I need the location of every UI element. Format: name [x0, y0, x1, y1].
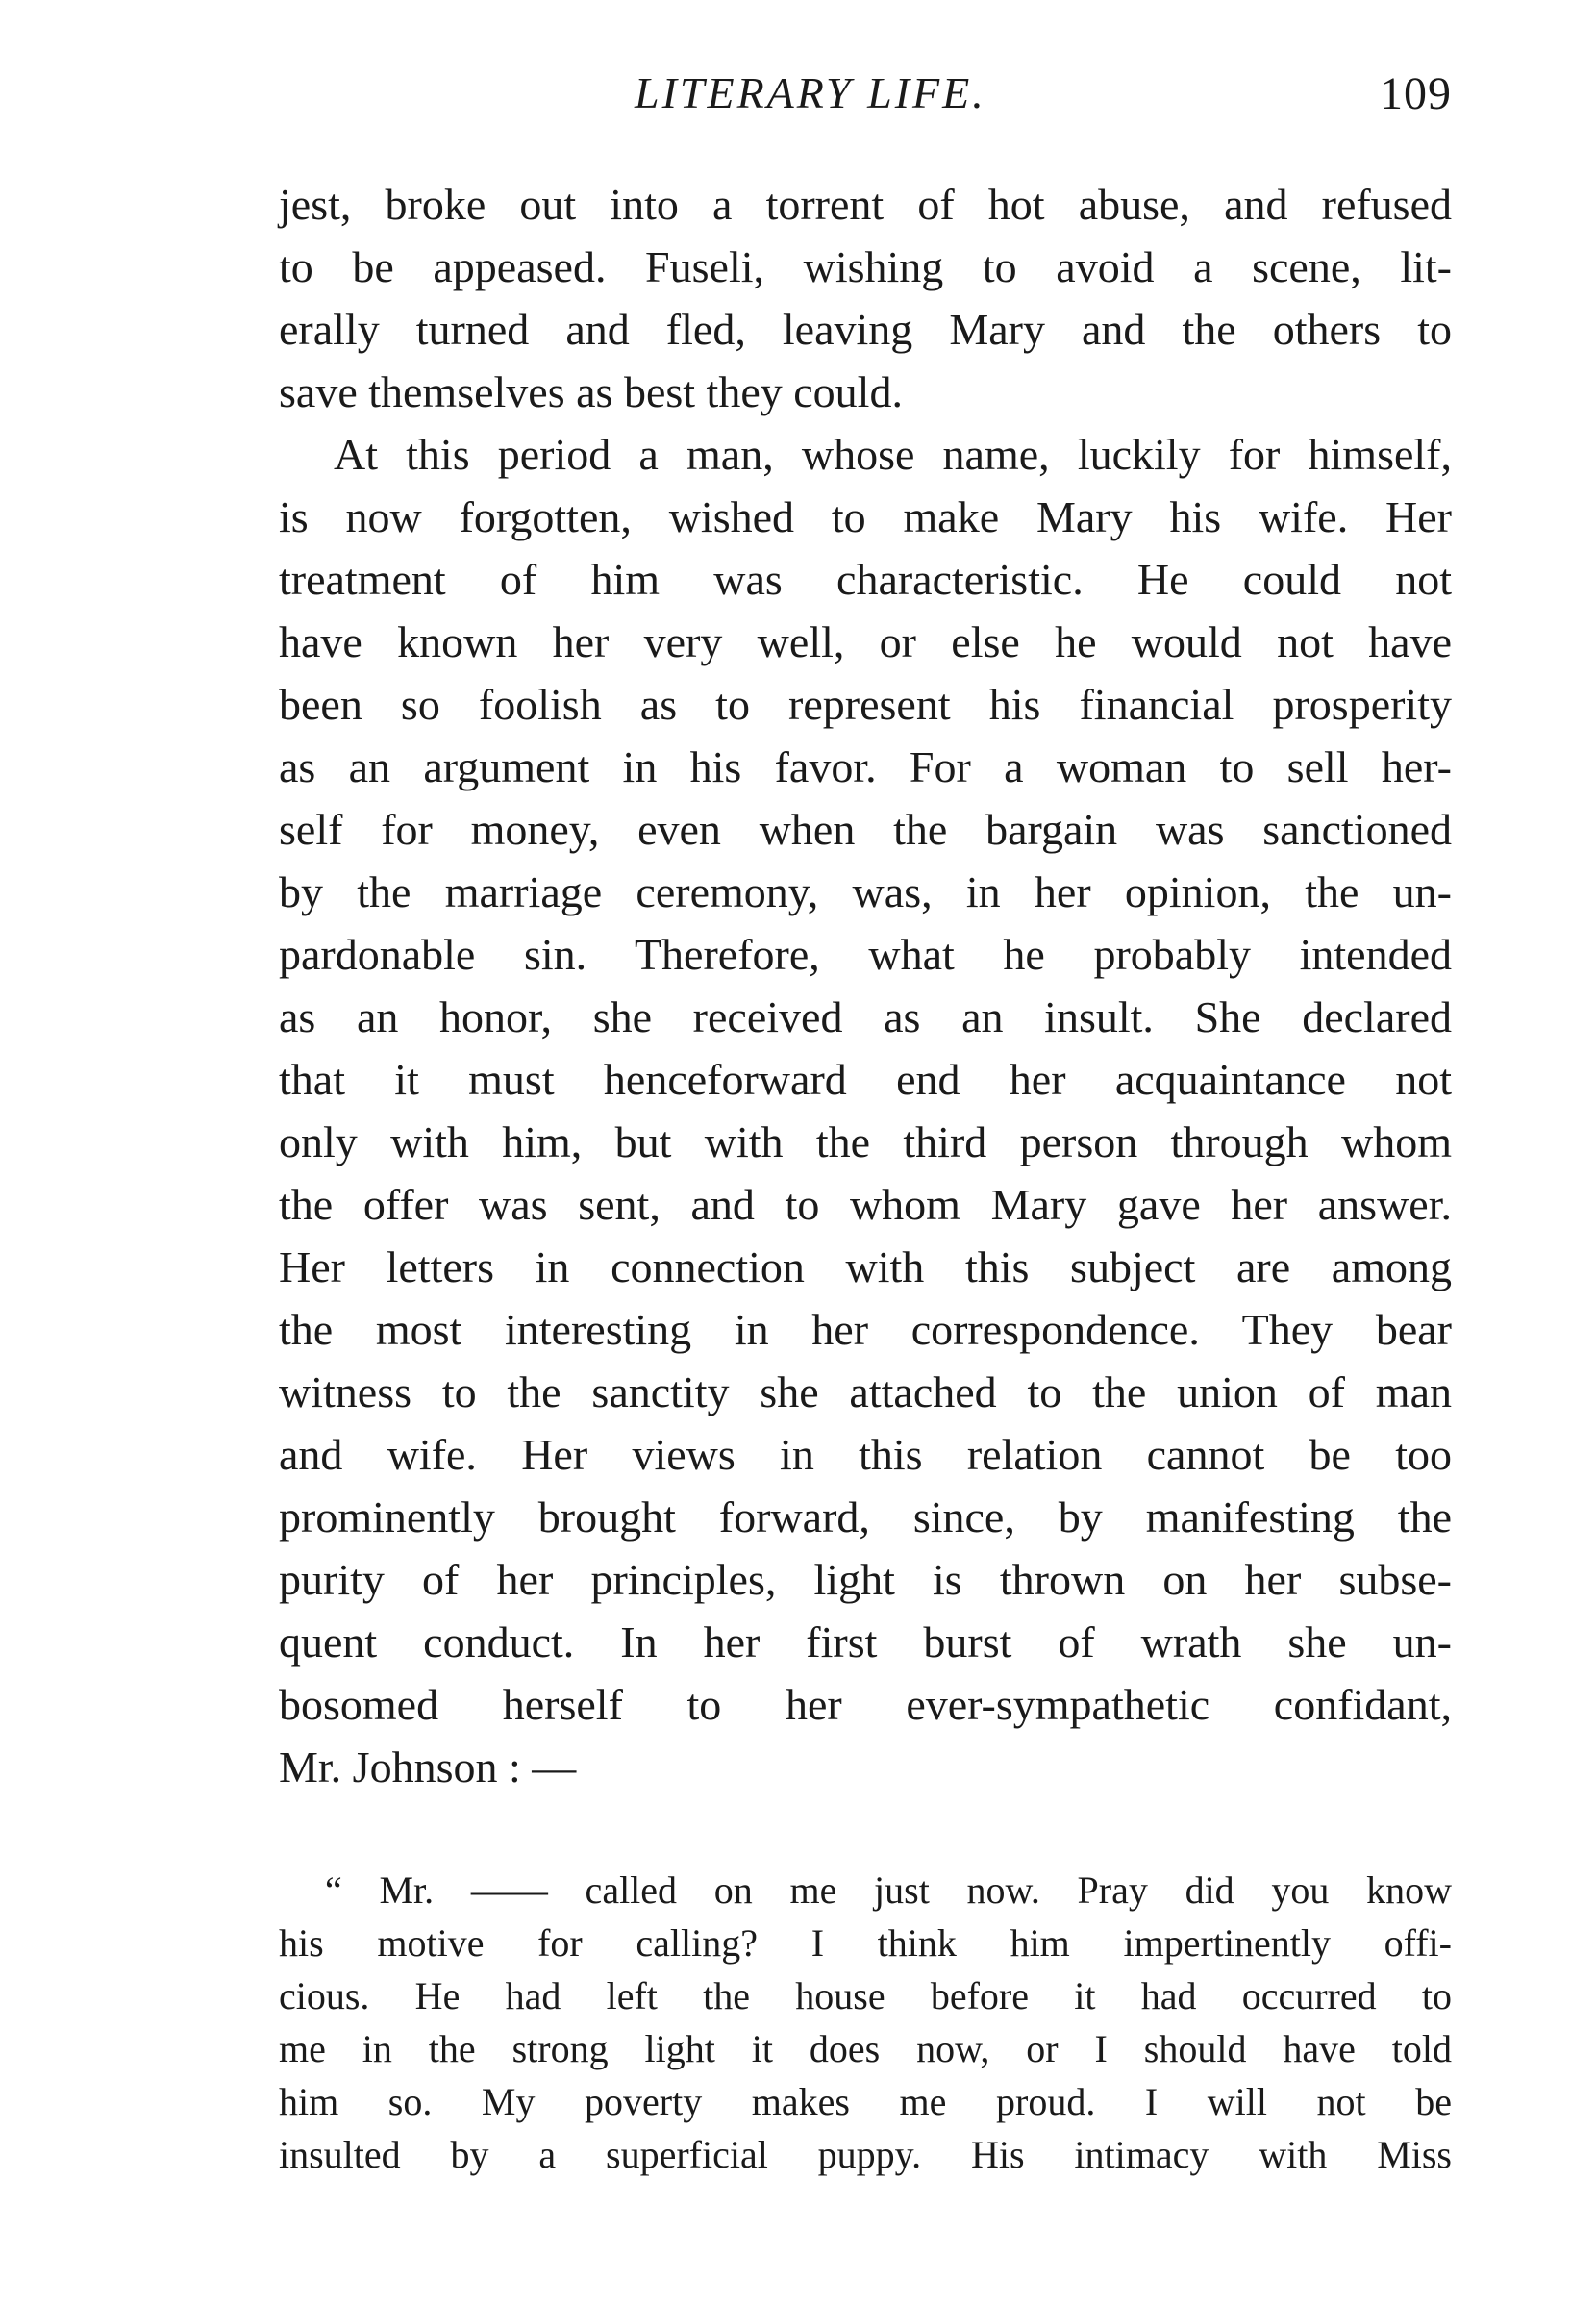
quote-line: cious. He had left the house before it had occurred to: [279, 1974, 1452, 2018]
text-line: as an argument in his favor. For a woman to sell her-: [279, 742, 1452, 791]
text-line: purity of her principles, light is thrown on her subse-: [279, 1555, 1452, 1604]
page-number: 109: [1380, 68, 1452, 119]
text-line: Her letters in connection with this subject are among: [279, 1242, 1452, 1291]
text-line: have known her very well, or else he would not have: [279, 617, 1452, 666]
text-line: quent conduct. In her first burst of wrath she un-: [279, 1617, 1452, 1667]
text-line: save themselves as best they could.: [279, 367, 903, 416]
text-line: pardonable sin. Therefore, what he probably intended: [279, 930, 1452, 979]
text-line: the most interesting in her correspondence. They bear: [279, 1305, 1452, 1354]
text-line: bosomed herself to her ever-sympathetic confidant,: [279, 1680, 1452, 1729]
text-line: as an honor, she received as an insult. She declared: [279, 992, 1452, 1041]
text-line: At this period a man, whose name, luckily for himself,: [334, 430, 1452, 479]
text-line: is now forgotten, wished to make Mary his wife. Her: [279, 492, 1452, 541]
text-line: been so foolish as to represent his financial prosperity: [279, 680, 1452, 729]
quote-line: me in the strong light it does now, or I should have told: [279, 2027, 1452, 2070]
page-header: [279, 67, 1452, 135]
text-line: prominently brought forward, since, by manifesting the: [279, 1492, 1452, 1542]
text-line: by the marriage ceremony, was, in her opinion, the un-: [279, 867, 1452, 916]
text-line: treatment of him was characteristic. He could not: [279, 555, 1452, 604]
text-line: that it must henceforward end her acquaintance not: [279, 1055, 1452, 1104]
running-title: LITERARY LIFE.: [635, 68, 986, 117]
text-line: erally turned and fled, leaving Mary and the others to: [279, 305, 1452, 354]
block-quote: [279, 1864, 1452, 2181]
text-line: Mr. Johnson : —: [279, 1742, 577, 1792]
text-line: to be appeased. Fuseli, wishing to avoid a scene, lit-: [279, 242, 1452, 291]
body-text: [279, 173, 1452, 1798]
quote-line: him so. My poverty makes me proud. I will not be: [279, 2080, 1452, 2123]
quote-line: his motive for calling? I think him impertinently offi-: [279, 1921, 1452, 1965]
quote-line: insulted by a superficial puppy. His intimacy with Miss: [279, 2133, 1452, 2176]
text-line: and wife. Her views in this relation cannot be too: [279, 1430, 1452, 1479]
text-line: witness to the sanctity she attached to the union of man: [279, 1367, 1452, 1416]
text-line: the offer was sent, and to whom Mary gave her answer.: [279, 1180, 1452, 1229]
text-line: only with him, but with the third person through whom: [279, 1117, 1452, 1166]
text-line: jest, broke out into a torrent of hot abuse, and refused: [279, 180, 1452, 229]
text-line: self for money, even when the bargain was sanctioned: [279, 805, 1452, 854]
quote-line: “ Mr. —— called on me just now. Pray did you know: [325, 1868, 1452, 1912]
